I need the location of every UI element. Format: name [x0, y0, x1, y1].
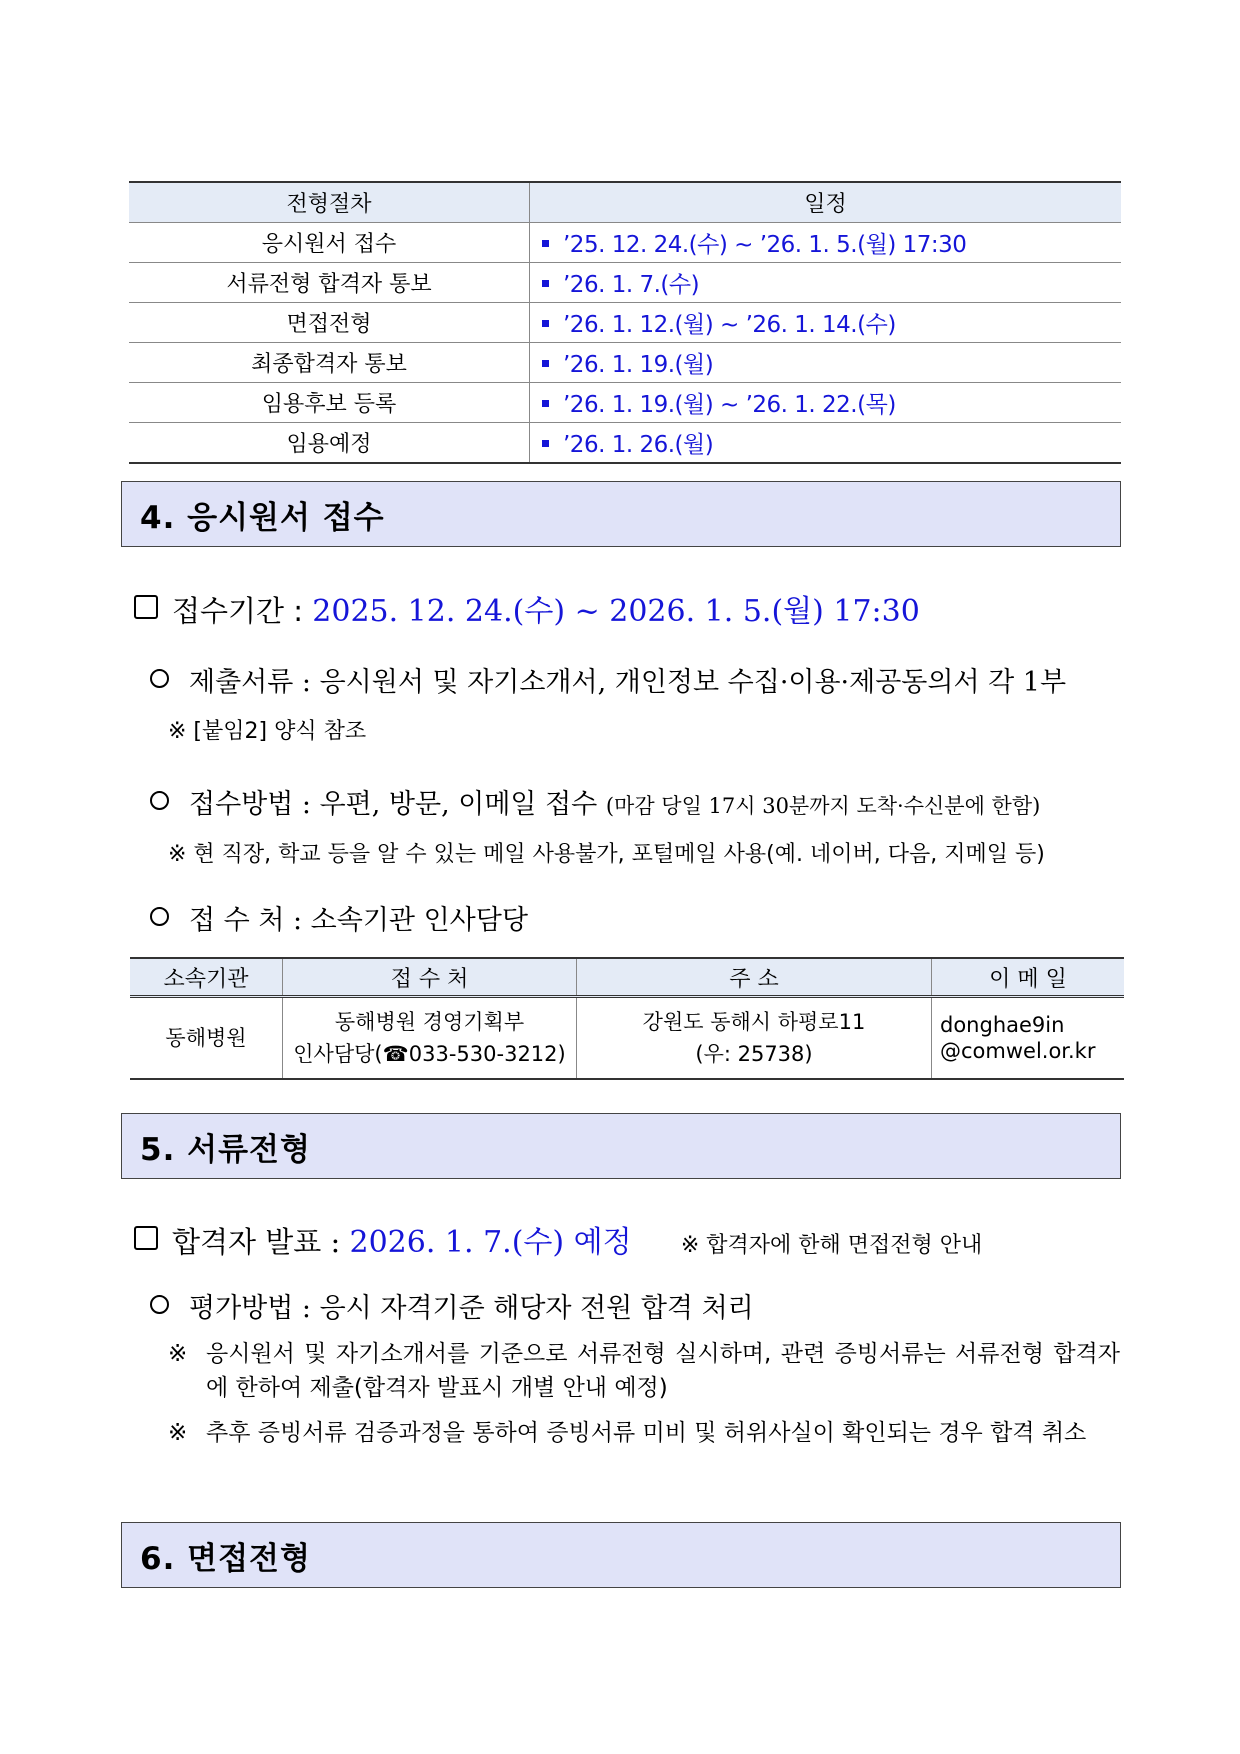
schedule-step: 응시원서 접수 [129, 223, 530, 263]
schedule-step: 면접전형 [129, 303, 530, 343]
submission-method [150, 782, 1040, 821]
office-org: 동해병원 [130, 997, 283, 1080]
evaluation-method [150, 1286, 754, 1325]
announce-note: ※ 합격자에 한해 면접전형 안내 [680, 1233, 983, 1258]
office-header: 접 수 처 [283, 958, 577, 997]
email-domain: @comwel.or.kr [940, 1039, 1096, 1063]
bullet-icon [542, 240, 549, 247]
schedule-step: 임용예정 [129, 423, 530, 464]
checkbox-square-icon [134, 595, 158, 619]
announcement [134, 1217, 982, 1261]
bullet-icon [542, 360, 549, 367]
circle-bullet-icon [150, 791, 169, 810]
table-row [129, 343, 1121, 383]
note-verification [168, 1416, 1120, 1450]
office-contact [283, 997, 577, 1080]
table-row [129, 383, 1121, 423]
office-header: 소속기관 [130, 958, 283, 997]
submission-office [150, 898, 528, 937]
docs-note: ※ [붙임2] 양식 참조 [168, 719, 367, 744]
schedule-header-step: 전형절차 [129, 182, 530, 223]
office-header-row [130, 958, 1124, 997]
announce-value: 2026. 1. 7.(수) 예정 [349, 1225, 632, 1260]
section-6-title: 6. 면접전형 [140, 1540, 311, 1577]
office-header: 이 메 일 [932, 958, 1125, 997]
period-value: 2025. 12. 24.(수) ~ 2026. 1. 5.(월) 17:30 [312, 594, 920, 629]
bullet-icon [542, 320, 549, 327]
method-note: ※ 현 직장, 학교 등을 알 수 있는 메일 사용불가, 포털메일 사용(예. 네이버, 다음, 지메일 등) [168, 842, 1045, 867]
schedule-table [129, 181, 1121, 464]
eval-text: 평가방법 : 응시 자격기준 해당자 전원 합격 처리 [189, 1293, 754, 1324]
note-text: 응시원서 및 자기소개서를 기준으로 서류전형 실시하며, 관련 증빙서류는 서류전형 합격자에 한하여 제출(합격자 발표시 개별 안내 예정) [206, 1341, 1120, 1401]
bullet-icon [542, 440, 549, 447]
note-text: 추후 증빙서류 검증과정을 통하여 증빙서류 미비 및 허위사실이 확인되는 경우 합격 취소 [206, 1420, 1087, 1446]
schedule-step: 서류전형 합격자 통보 [129, 263, 530, 303]
section-6-header [121, 1522, 1121, 1588]
table-row [129, 303, 1121, 343]
docs-text: 제출서류 : 응시원서 및 자기소개서, 개인정보 수집·이용·제공동의서 각 1부 [189, 667, 1067, 698]
office-label: 접 수 처 : 소속기관 인사담당 [189, 905, 528, 936]
schedule-date: ’26. 1. 19.(월) [563, 352, 714, 378]
application-period [134, 586, 920, 630]
schedule-header-row [129, 182, 1121, 223]
schedule-date: ’26. 1. 7.(수) [563, 272, 700, 298]
method-main: 접수방법 : 우편, 방문, 이메일 접수 [189, 789, 598, 820]
submission-docs [150, 660, 1066, 699]
circle-bullet-icon [150, 1295, 169, 1314]
section-4-title: 4. 응시원서 접수 [140, 499, 385, 536]
period-label: 접수기간 : [172, 594, 304, 628]
method-sub: (마감 당일 17시 30분까지 도착·수신분에 한함) [605, 794, 1041, 818]
circle-bullet-icon [150, 669, 169, 688]
schedule-step: 최종합격자 통보 [129, 343, 530, 383]
bullet-icon [542, 280, 549, 287]
email-line: donghae9in [940, 1013, 1065, 1037]
schedule-header-date: 일정 [530, 182, 1122, 223]
office-address [577, 997, 932, 1080]
checkbox-square-icon [134, 1226, 158, 1250]
section-4-header [121, 481, 1121, 547]
section-5-title: 5. 서류전형 [140, 1131, 311, 1168]
schedule-date: ’26. 1. 19.(월) ~ ’26. 1. 22.(목) [563, 392, 896, 418]
office-line: 동해병원 경영기획부 [334, 1010, 525, 1034]
schedule-date: ’26. 1. 12.(월) ~ ’26. 1. 14.(수) [563, 312, 896, 338]
section-5-header [121, 1113, 1121, 1179]
table-row [129, 423, 1121, 464]
bullet-icon [542, 400, 549, 407]
announce-label: 합격자 발표 : [172, 1225, 341, 1259]
reference-mark: ※ [168, 1420, 188, 1446]
office-email [932, 997, 1125, 1080]
office-header: 주 소 [577, 958, 932, 997]
table-row [129, 263, 1121, 303]
postal-code: (우: 25738) [695, 1042, 813, 1066]
address-line: 강원도 동해시 하평로11 [642, 1010, 866, 1034]
reference-mark: ※ [168, 1341, 188, 1367]
table-row [130, 997, 1124, 1080]
schedule-date: ’26. 1. 26.(월) [563, 432, 714, 458]
circle-bullet-icon [150, 907, 169, 926]
office-table [130, 957, 1124, 1080]
schedule-date: ’25. 12. 24.(수) ~ ’26. 1. 5.(월) 17:30 [563, 232, 967, 258]
table-row [129, 223, 1121, 263]
note-docs [168, 1337, 1120, 1405]
office-phone: 인사담당(☎033-530-3212) [293, 1042, 566, 1066]
schedule-step: 임용후보 등록 [129, 383, 530, 423]
